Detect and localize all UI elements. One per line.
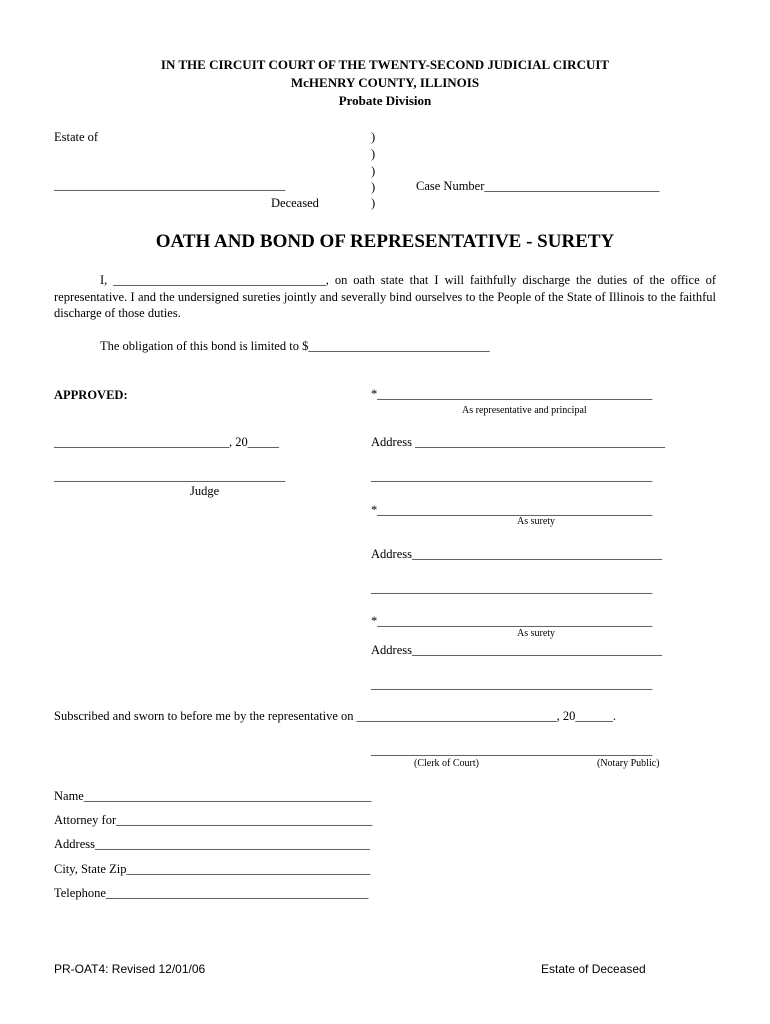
surety-2-address-field[interactable]: Address________________________________________ [371,643,662,657]
caption-paren: ) [371,164,376,178]
case-number-field[interactable]: Case Number____________________________ [416,179,660,193]
representative-signature-field[interactable]: *____________________________________________ [371,387,653,401]
surety-1-caption: As surety [517,516,556,527]
notary-public-label: (Notary Public) [597,758,660,769]
caption-paren: ) [371,147,376,161]
caption-paren: ) [371,196,376,210]
deceased-name-field[interactable]: _____________________________________ [54,178,286,192]
surety-1-address-line-2[interactable]: _____________________________________________ [371,581,653,595]
clerk-of-court-label: (Clerk of Court) [414,758,479,769]
deceased-label: Deceased [271,196,319,210]
judge-signature-field[interactable]: _____________________________________ [54,469,286,483]
representative-address-field[interactable]: Address ________________________________________ [371,435,666,449]
surety-2-caption: As surety [517,628,556,639]
document-title: OATH AND BOND OF REPRESENTATIVE - SURETY [155,231,615,252]
approved-label: APPROVED: [54,388,128,402]
surety-1-signature-field[interactable]: *____________________________________________ [371,503,653,517]
approval-date-field[interactable]: ____________________________, 20_____ [54,435,279,449]
attorney-address-field[interactable]: Address____________________________________________ [54,837,370,851]
representative-address-line-2[interactable]: _____________________________________________ [371,469,653,483]
attorney-name-field[interactable]: Name______________________________________________ [54,789,372,803]
caption-paren: ) [371,130,376,144]
representative-caption: As representative and principal [462,405,587,416]
oath-paragraph: I, __________________________________, on oath state that I will faithfully discharge the duties of the office of representative. I and the undersigned sureties jointly and severally bind ourselves to the People of the State of Illinois to the faithful discharge of those duties. [54,273,716,321]
bond-obligation-field[interactable]: The obligation of this bond is limited to $_____________________________ [100,339,490,353]
attorney-for-field[interactable]: Attorney for_________________________________________ [54,813,373,827]
court-heading: IN THE CIRCUIT COURT OF THE TWENTY-SECOND JUDICIAL CIRCUIT [160,57,610,72]
division-heading: Probate Division [338,93,432,108]
surety-1-address-field[interactable]: Address________________________________________ [371,547,662,561]
caption-paren: ) [371,180,376,194]
surety-2-address-line-2[interactable]: _____________________________________________ [371,677,653,691]
attorney-city-state-zip-field[interactable]: City, State Zip_______________________________________ [54,862,371,876]
county-heading: McHENRY COUNTY, ILLINOIS [290,75,480,90]
footer-estate-label: Estate of Deceased [541,962,646,976]
form-id-footer: PR-OAT4: Revised 12/01/06 [54,962,206,976]
clerk-notary-signature-field[interactable]: _____________________________________________ [371,743,653,757]
surety-2-signature-field[interactable]: *____________________________________________ [371,614,653,628]
judge-label: Judge [190,484,220,498]
subscribed-sworn-line[interactable]: Subscribed and sworn to before me by the representative on ________________________________, 20______. [54,709,617,723]
estate-of-label: Estate of [54,130,99,144]
attorney-telephone-field[interactable]: Telephone__________________________________________ [54,886,369,900]
